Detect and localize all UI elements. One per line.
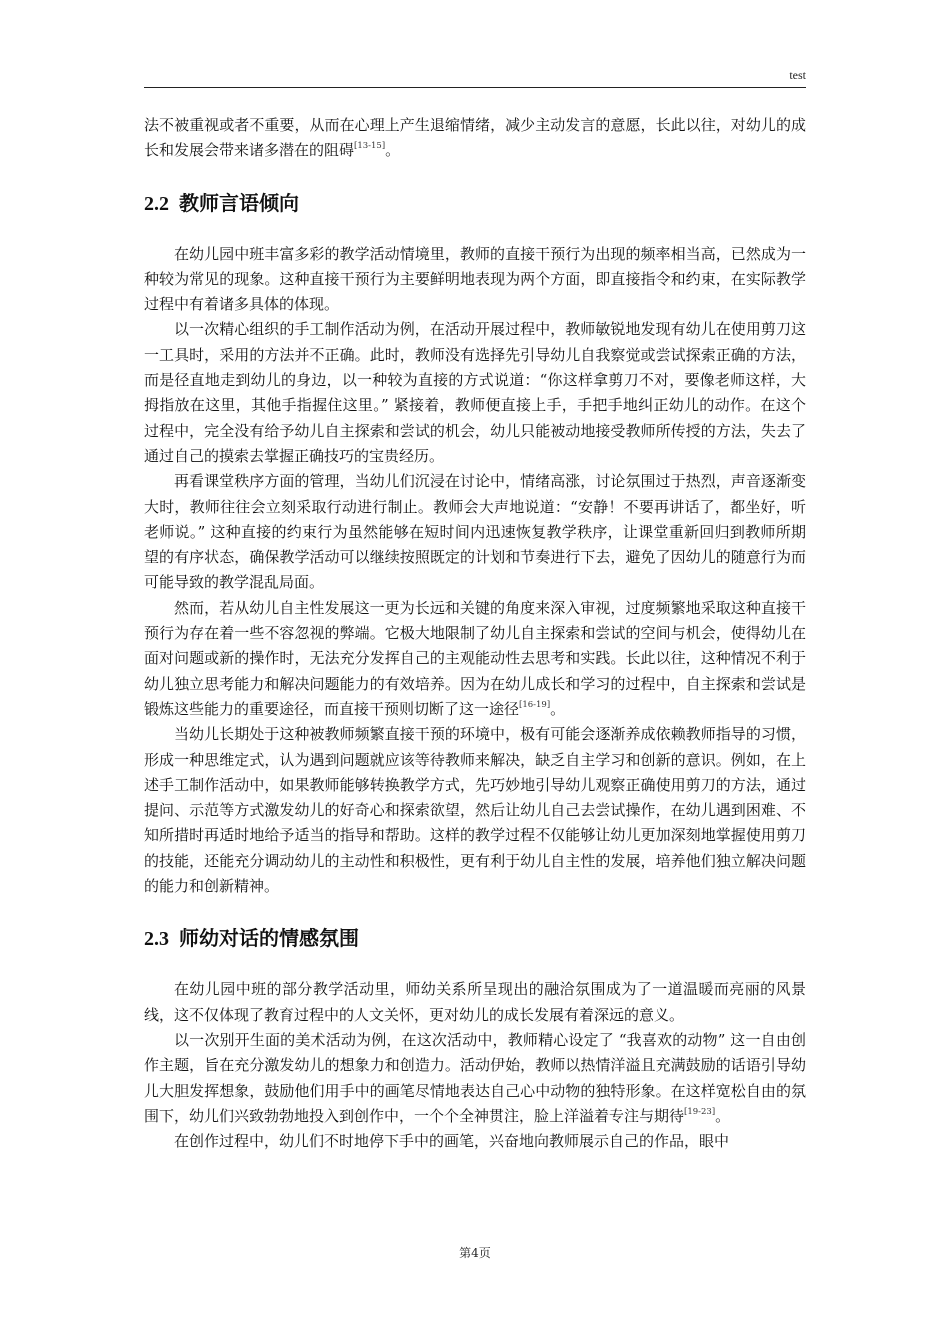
section-number: 2.2 xyxy=(144,192,169,215)
section-title: 师幼对话的情感氛围 xyxy=(179,926,359,951)
page-number: 第4页 xyxy=(459,1246,491,1260)
paragraph: 再看课堂秩序方面的管理，当幼儿们沉浸在讨论中，情绪高涨，讨论氛围过于热烈，声音逐渐变大时，教师往往会立刻采取行动进行制止。教师会大声地说道：“安静！不要再讲话了，都坐好，听老师说。” 这种直接的约束行为虽然能够在短时间内迅速恢复教学秩序，让课堂重新回归到教师所期望的有序状态，确保教学活动可以继续按照既定的计划和节奏进行下去，避免了因幼儿的随意行为而可能导致的教学混乱局面。 xyxy=(144,472,806,592)
citation[interactable]: [13-15] xyxy=(354,141,386,152)
continued-paragraph xyxy=(144,113,806,164)
paragraph-text: 法不被重视或者不重要，从而在心理上产生退缩情绪，减少主动发言的意愿，长此以往，对幼儿的成长和发展会带来诸多潜在的阻碍 xyxy=(144,116,806,160)
paragraph xyxy=(144,1028,806,1129)
header-rule xyxy=(144,87,806,88)
paragraph: 在幼儿园中班的部分教学活动里，师幼关系所呈现出的融洽氛围成为了一道温暖而亮丽的风景线，这不仅体现了教育过程中的人文关怀，更对幼儿的成长发展有着深远的意义。 xyxy=(144,980,806,1024)
section-heading-2-3 xyxy=(144,923,806,954)
paragraph-tail: 。 xyxy=(385,141,401,160)
paragraph xyxy=(144,596,806,722)
paragraph: 以一次精心组织的手工制作活动为例，在活动开展过程中，教师敏锐地发现有幼儿在使用剪刀这一工具时，采用的方法并不正确。此时，教师没有选择先引导幼儿自我察觉或尝试探索正确的方法，而是径直地走到幼儿的身边，以一种较为直接的方式说道：“你这样拿剪刀不对，要像老师这样，大拇指放在这里，其他手指握住这里。” 紧接着，教师便直接上手，手把手地纠正幼儿的动作。在这个过程中，完全没有给予幼儿自主探索和尝试的机会，幼儿只能被动地接受教师所传授的方法，失去了通过自己的摸索去掌握正确技巧的宝贵经历。 xyxy=(144,320,806,465)
running-header: test xyxy=(789,68,806,82)
citation[interactable]: [16-19] xyxy=(519,699,551,710)
section-title: 教师言语倾向 xyxy=(179,190,299,215)
paragraph-text: 然而，若从幼儿自主性发展这一更为长远和关键的角度来深入审视，过度频繁地采取这种直接干预行为存在着一些不容忽视的弊端。它极大地限制了幼儿自主探索和尝试的空间与机会，使得幼儿在面对问题或新的操作时，无法充分发挥自己的主观能动性去思考和实践。长此以往，这种情况不利于幼儿独立思考能力和解决问题能力的有效培养。因为在幼儿成长和学习的过程中，自主探索和尝试是锻炼这些能力的重要途径，而直接干预则切断了这一途径 xyxy=(144,598,806,718)
paragraph: 当幼儿长期处于这种被教师频繁直接干预的环境中，极有可能会逐渐养成依赖教师指导的习惯，形成一种思维定式，认为遇到问题就应该等待教师来解决，缺乏自主学习和创新的意识。例如，在上述手工制作活动中，如果教师能够转换教学方式，先巧妙地引导幼儿观察正确使用剪刀的方法，通过提问、示范等方式激发幼儿的好奇心和探索欲望，然后让幼儿自己去尝试操作，在幼儿遇到困难、不知所措时再适时地给予适当的指导和帮助。这样的教学过程不仅能够让幼儿更加深刻地掌握使用剪刀的技能，还能充分调动幼儿的主动性和积极性，更有利于幼儿自主性的发展，培养他们独立解决问题的能力和创新精神。 xyxy=(144,725,806,896)
paragraph-tail: 。 xyxy=(715,1106,731,1125)
paragraph-text: 以一次别开生面的美术活动为例，在这次活动中，教师精心设定了 “我喜欢的动物” 这一自由创作主题，旨在充分激发幼儿的想象力和创造力。活动伊始，教师以热情洋溢且充满鼓励的话语引导幼儿大胆发挥想象，鼓励他们用手中的画笔尽情地表达自己心中动物的独特形象。在这样宽松自由的氛围下，幼儿们兴致勃勃地投入到创作中，一个个全神贯注，脸上洋溢着专注与期待 xyxy=(144,1030,806,1125)
paragraph-tail: 。 xyxy=(550,699,566,718)
paragraph: 在创作过程中，幼儿们不时地停下手中的画笔，兴奋地向教师展示自己的作品，眼中 xyxy=(174,1132,730,1151)
paragraph: 在幼儿园中班丰富多彩的教学活动情境里，教师的直接干预行为出现的频率相当高，已然成为一种较为常见的现象。这种直接干预行为主要鲜明地表现为两个方面，即直接指令和约束，在实际教学过程中有着诸多具体的体现。 xyxy=(144,244,806,314)
section-number: 2.3 xyxy=(144,928,169,951)
section-heading-2-2 xyxy=(144,188,806,219)
page-body xyxy=(144,113,806,1154)
citation[interactable]: [19-23] xyxy=(684,1106,716,1117)
